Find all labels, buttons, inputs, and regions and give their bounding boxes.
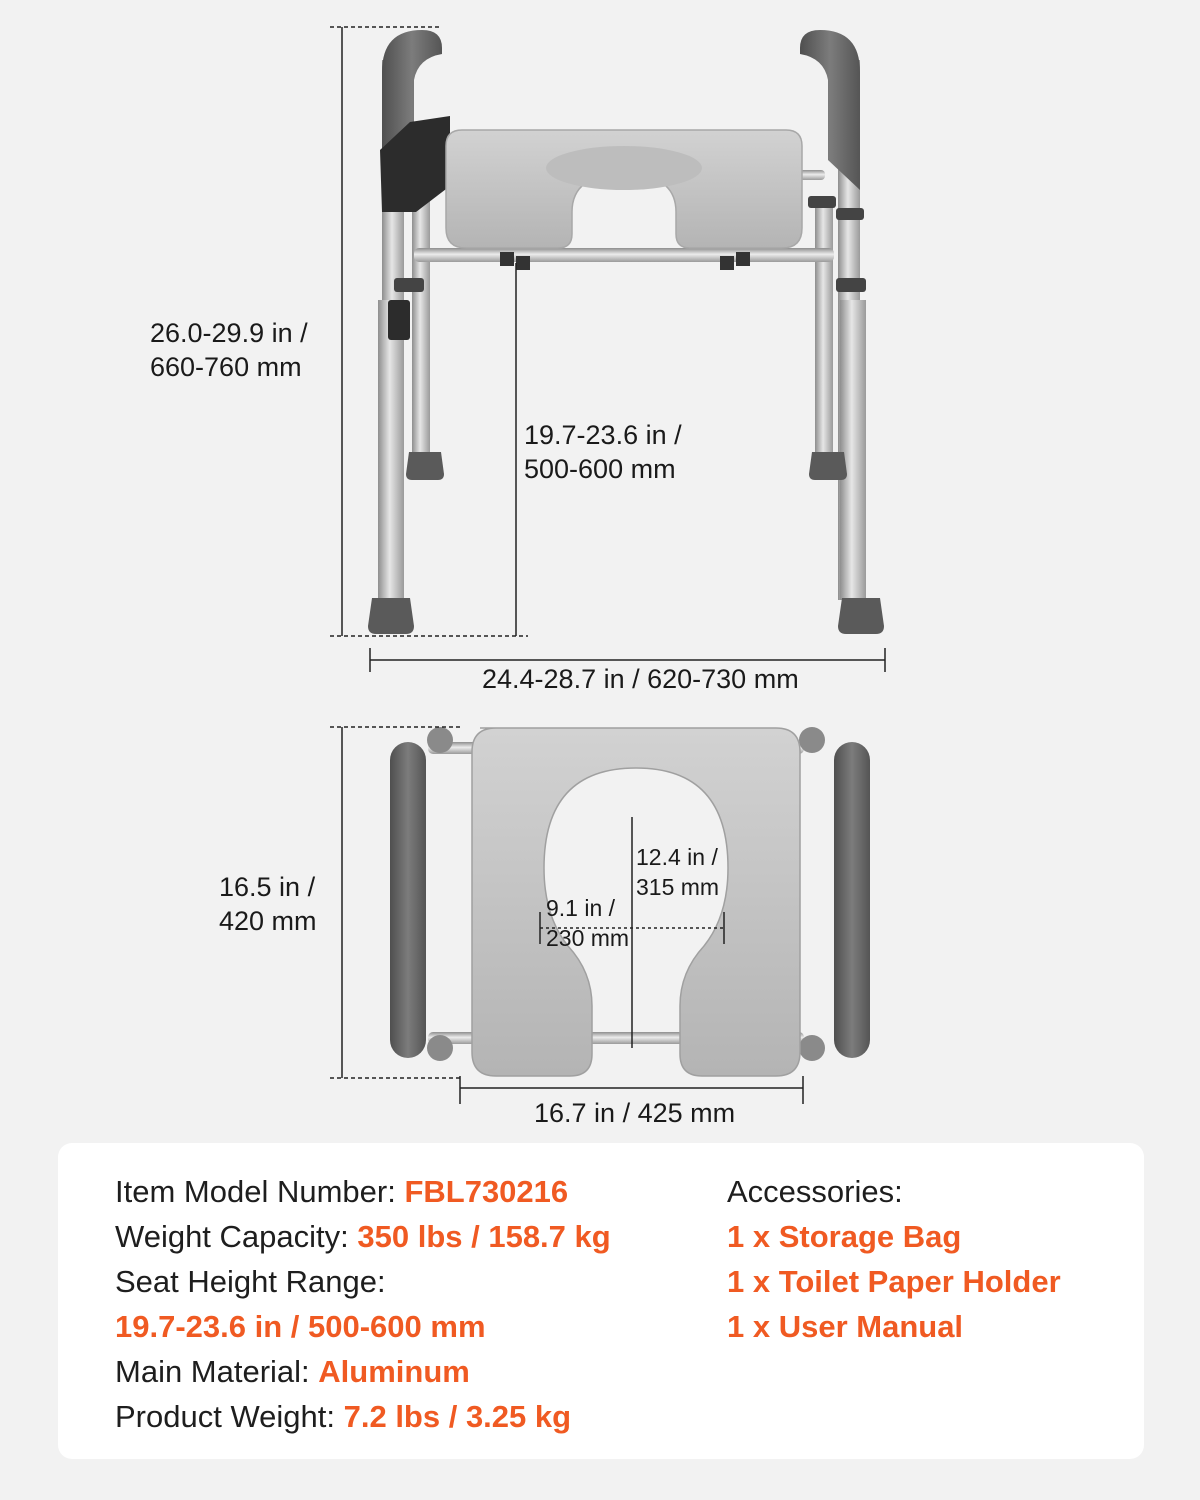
leg-joint [799, 1035, 825, 1061]
depth-line1: 16.5 in / [219, 872, 316, 902]
clip-right-upper [808, 196, 836, 208]
bracket [720, 256, 734, 270]
spec-label: Item Model Number: [115, 1174, 405, 1209]
spec-value: 350 lbs / 158.7 kg [357, 1219, 611, 1254]
spec-value: 19.7-23.6 in / 500-600 mm [115, 1309, 486, 1344]
depth-line2: 420 mm [219, 906, 317, 936]
foot-right-front [838, 598, 884, 634]
leg-joint [427, 727, 453, 753]
opening-length-line2: 315 mm [636, 874, 720, 900]
spec-weight-capacity [115, 1214, 611, 1259]
accessories-title: Accessories: [727, 1174, 903, 1209]
overall-width-value: 24.4-28.7 in / 620-730 mm [482, 664, 799, 694]
spec-value: 7.2 lbs / 3.25 kg [343, 1399, 572, 1434]
leg-extension-left [378, 300, 404, 600]
spec-label: Seat Height Range: [115, 1264, 386, 1299]
bracket [516, 256, 530, 270]
foot-right-rear [809, 452, 847, 480]
seat-width-label [534, 1096, 735, 1130]
accessories-list [727, 1169, 1061, 1349]
spec-value: FBL730216 [404, 1174, 569, 1209]
height-clip-right [836, 278, 866, 292]
leg-joint [799, 727, 825, 753]
armrest-left-top [390, 742, 426, 1058]
armrest-right [800, 30, 860, 190]
spec-seat-height-value [115, 1304, 611, 1349]
spec-label: Main Material: [115, 1354, 319, 1389]
depth-label [219, 870, 317, 938]
spec-label: Weight Capacity: [115, 1219, 358, 1254]
overall-height-label [150, 316, 308, 384]
seat-opening-front [546, 146, 702, 190]
spec-card [58, 1143, 1144, 1459]
top-view-chair [390, 727, 870, 1076]
opening-width-line2: 230 mm [546, 925, 630, 951]
bracket [736, 252, 750, 266]
seat-height-line1: 19.7-23.6 in / [524, 420, 682, 450]
accessory-item: 1 x Toilet Paper Holder [727, 1264, 1061, 1299]
opening-length-line1: 12.4 in / [636, 844, 718, 870]
accessory-item: 1 x Storage Bag [727, 1219, 962, 1254]
seat-width-value: 16.7 in / 425 mm [534, 1098, 736, 1128]
spec-product-weight [115, 1394, 611, 1439]
opening-length-label [636, 842, 719, 902]
leg-extension-right [840, 300, 866, 600]
spec-main-material [115, 1349, 611, 1394]
leg-left-rear [412, 200, 430, 475]
seat-height-line2: 500-600 mm [524, 454, 676, 484]
opening-width-line1: 9.1 in / [546, 895, 616, 921]
armrest-right-top [834, 742, 870, 1058]
spec-list [115, 1169, 611, 1439]
spec-label: Product Weight: [115, 1399, 344, 1434]
front-view-chair [368, 30, 884, 634]
leg-right-rear [815, 200, 833, 475]
opening-width-label [546, 893, 629, 953]
foot-left-front [368, 598, 414, 634]
overall-width-label [482, 662, 799, 696]
overall-height-line1: 26.0-29.9 in / [150, 318, 308, 348]
overall-height-line2: 660-760 mm [150, 352, 302, 382]
spec-model-number [115, 1169, 611, 1214]
height-clip-left [394, 278, 424, 292]
seat-cushion-top [472, 728, 800, 1076]
clip-right-upper-2 [836, 208, 864, 220]
bracket [500, 252, 514, 266]
accessory-item: 1 x User Manual [727, 1309, 964, 1344]
spec-value: Aluminum [318, 1354, 470, 1389]
leg-joint [427, 1035, 453, 1061]
spec-seat-height-heading [115, 1259, 611, 1304]
foot-left-rear [406, 452, 444, 480]
seat-height-label [524, 418, 682, 486]
storage-strap [388, 300, 410, 340]
front-crossbar [414, 248, 834, 262]
